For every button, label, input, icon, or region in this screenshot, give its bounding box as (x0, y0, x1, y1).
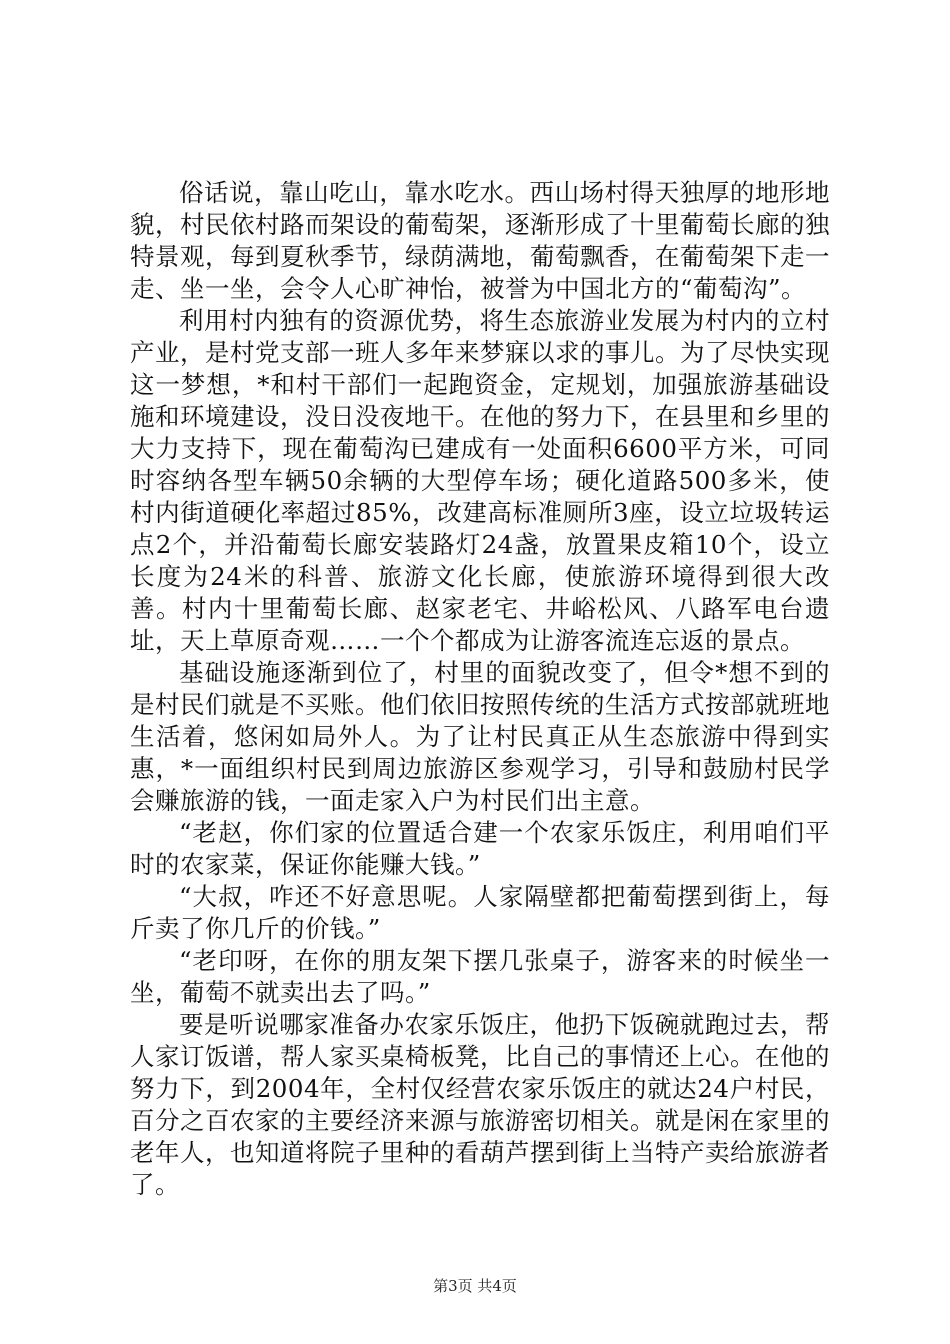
paragraph: 利用村内独有的资源优势，将生态旅游业发展为村内的立村产业，是村党支部一班人多年来梦寐以求的事儿。为了尽快实现这一梦想，*和村干部们一起跑资金，定规划，加强旅游基础设施和环境建设，没日没夜地干。在他的努力下，在县里和乡里的大力支持下，现在葡萄沟已建成有一处面积6600平方米，可同时容纳各型车辆50余辆的大型停车场；硬化道路500多米，使村内街道硬化率超过85%，改建高标准厕所3座，设立垃圾转运点2个，并沿葡萄长廊安装路灯24盏，放置果皮箱10个，设立长度为24米的科普、旅游文化长廊，使旅游环境得到很大改善。村内十里葡萄长廊、赵家老宅、井峪松风、八路军电台遗址，天上草原奇观……一个个都成为让游客流连忘返的景点。 (130, 306, 830, 655)
paragraph: 要是听说哪家准备办农家乐饭庄，他扔下饭碗就跑过去，帮人家订饭谱，帮人家买桌椅板凳，比自己的事情还上心。在他的努力下，到2004年，全村仅经营农家乐饭庄的就达24户村民，百分之百农家的主要经济来源与旅游密切相关。就是闲在家里的老年人，也知道将院子里种的看葫芦摆到街上当特产卖给旅游者了。 (130, 1010, 830, 1199)
dialogue-paragraph: “老赵，你们家的位置适合建一个农家乐饭庄，利用咱们平时的农家菜，保证你能赚大钱。” (130, 818, 830, 879)
page-number-footer: 第3页 共4页 (433, 1277, 517, 1295)
document-body (130, 177, 830, 1201)
dialogue-paragraph: “大叔，咋还不好意思呢。人家隔壁都把葡萄摆到街上，每斤卖了你几斤的价钱。” (130, 882, 830, 943)
paragraph: 俗话说，靠山吃山，靠水吃水。西山场村得天独厚的地形地貌，村民依村路而架设的葡萄架，逐渐形成了十里葡萄长廊的独特景观，每到夏秋季节，绿荫满地，葡萄飘香，在葡萄架下走一走、坐一坐，会令人心旷神怡，被誉为中国北方的“葡萄沟”。 (130, 178, 830, 303)
paragraph: 基础设施逐渐到位了，村里的面貌改变了，但令*想不到的是村民们就是不买账。他们依旧按照传统的生活方式按部就班地生活着，悠闲如局外人。为了让村民真正从生态旅游中得到实惠，*一面组织村民到周边旅游区参观学习，引导和鼓励村民学会赚旅游的钱，一面走家入户为村民们出主意。 (130, 658, 830, 815)
dialogue-paragraph: “老印呀，在你的朋友架下摆几张桌子，游客来的时候坐一坐，葡萄不就卖出去了吗。” (130, 946, 830, 1007)
